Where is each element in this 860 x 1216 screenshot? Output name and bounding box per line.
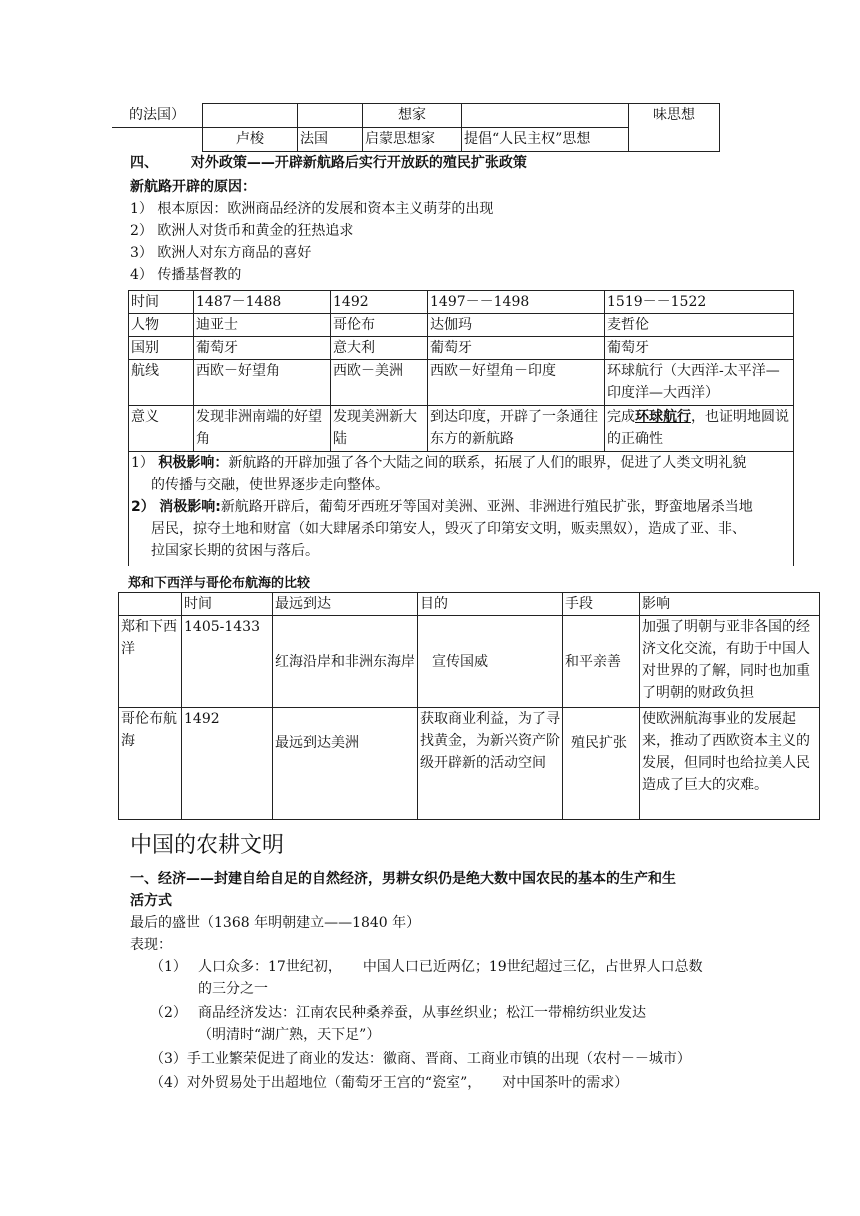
top-cell: 法国: [298, 128, 363, 152]
reason-item: 1） 根本原因：欧洲商品经济的发展和资本主义萌芽的出现: [130, 201, 494, 217]
top-table: [112, 103, 720, 152]
perf-item: [150, 1002, 770, 1046]
compare-name: 郑和下西洋: [119, 616, 182, 708]
compare-cell: 和平亲善: [563, 616, 640, 708]
voyage-cell: 1497－－1498: [428, 291, 605, 314]
voyage-cell: [605, 406, 794, 452]
reasons-title: 新航路开辟的原因：: [130, 179, 256, 195]
economy-heading: [130, 868, 770, 912]
negative-impact-cont: 居民，掠夺土地和财富（如大肆屠杀印第安人，毁灭了印第安文明，贩卖黑奴），造成了亚、非、: [151, 521, 746, 537]
perf-item: （3）手工业繁荣促进了商业的发达：徽商、晋商、工商业市镇的出现（农村－－城市）: [150, 1051, 691, 1067]
top-cell: 启蒙思想家: [363, 128, 462, 152]
voyage-cell: 麦哲伦: [605, 314, 794, 337]
voyage-cell: 西欧－好望角－印度: [428, 360, 605, 406]
compare-title: 郑和下西洋与哥伦布航海的比较: [128, 576, 311, 591]
compare-cell: 红海沿岸和非洲东海岸: [273, 616, 418, 708]
meaning-pre: 完成: [607, 409, 635, 425]
item-number: （2）: [150, 1005, 187, 1021]
top-cell: 卢梭: [203, 128, 298, 152]
compare-cell: 殖民扩张: [563, 708, 640, 820]
voyage-cell: 到达印度，开辟了一条通往东方的新航路: [428, 406, 605, 452]
voyage-cell: 1492: [331, 291, 428, 314]
reasons-list: [130, 198, 730, 290]
positive-impact-cont: 的传播与交融，使世界逐步走向整体。: [151, 477, 389, 493]
row-header: 时间: [129, 291, 194, 314]
row-header: 国别: [129, 337, 194, 360]
top-cell: [112, 128, 203, 152]
negative-impact-cont: 拉国家长期的贫困与落后。: [151, 543, 319, 559]
reason-item: 3） 欧洲人对东方商品的喜好: [130, 245, 312, 261]
compare-table: [118, 592, 820, 820]
voyage-table: [128, 290, 794, 566]
compare-header: [119, 593, 182, 616]
voyage-cell: 西欧－美洲: [331, 360, 428, 406]
top-cell: 的法国）: [112, 104, 203, 128]
top-cell: 提倡“人民主权”思想: [462, 128, 629, 152]
perf-label: 表现：: [130, 937, 172, 953]
item-number: （1）: [150, 959, 187, 975]
compare-header: 目的: [418, 593, 563, 616]
top-cell: [298, 104, 363, 128]
top-cell: [462, 104, 629, 128]
meaning-post: ，也证明地圆说的正确性: [607, 409, 789, 447]
voyage-cell: 哥伦布: [331, 314, 428, 337]
voyage-cell: 1487－1488: [194, 291, 331, 314]
compare-cell: 加强了明朝与亚非各国的经济文化交流，有助于中国人对世界的了解，同时也加重了明朝的财政负担: [640, 616, 820, 708]
voyage-cell: 发现非洲南端的好望角: [194, 406, 331, 452]
row-header: 航线: [129, 360, 194, 406]
reason-item: 2） 欧洲人对货币和黄金的狂热追求: [130, 223, 354, 239]
row-header: 人物: [129, 314, 194, 337]
top-cell: 味思想: [629, 104, 720, 152]
compare-cell: 获取商业利益，为了寻找黄金，为新兴资产阶级开辟新的活动空间: [418, 708, 563, 820]
voyage-cell: 发现美洲新大陆: [331, 406, 428, 452]
voyage-cell: 葡萄牙: [428, 337, 605, 360]
compare-cell: 使欧洲航海事业的发展起来，推动了西欧资本主义的发展，但同时也给拉美人民造成了巨大的灾难。: [640, 708, 820, 820]
section-heading: [130, 152, 527, 172]
meaning-bold: 环球航行: [635, 409, 691, 425]
compare-cell: 1492: [182, 708, 273, 820]
compare-cell: 1405-1433: [182, 616, 273, 708]
perf-item: （4）对外贸易处于出超地位（葡萄牙王宫的“瓷室”， 对中国茶叶的需求）: [150, 1075, 629, 1091]
compare-header: 影响: [640, 593, 820, 616]
top-cell: 想家: [363, 104, 462, 128]
compare-cell: 宣传国威: [418, 616, 563, 708]
heading-text: 对外政策——开辟新航路后实行开放跃的殖民扩张政策: [190, 155, 527, 171]
voyage-cell: 西欧－好望角: [194, 360, 331, 406]
heading-number: 四、: [130, 155, 158, 171]
era-line: 最后的盛世（1368 年明朝建立——1840 年）: [130, 915, 421, 931]
compare-header: 手段: [563, 593, 640, 616]
voyage-cell: 葡萄牙: [194, 337, 331, 360]
negative-impact: 2） 消极影响:新航路开辟后，葡萄牙西班牙等国对美洲、亚洲、非洲进行殖民扩张，野蛮地屠杀当地: [131, 499, 753, 515]
top-cell: [203, 104, 298, 128]
voyage-cell: 葡萄牙: [605, 337, 794, 360]
compare-cell: 最远到达美洲: [273, 708, 418, 820]
compare-header: 时间: [182, 593, 273, 616]
economy-heading-l2: 活方式: [130, 893, 172, 909]
section-title: 中国的农耕文明: [130, 833, 285, 858]
perf-item: [150, 956, 770, 1000]
voyage-cell: 意大利: [331, 337, 428, 360]
voyage-cell: 迪亚士: [194, 314, 331, 337]
voyage-cell: 达伽玛: [428, 314, 605, 337]
item-text: 人口众多：17世纪初， 中国人口已近两亿；19世纪超过三亿，占世界人口总数: [198, 959, 703, 975]
impact-cell: [129, 452, 794, 567]
voyage-cell: 1519－－1522: [605, 291, 794, 314]
item-text-cont: 的三分之一: [198, 981, 268, 997]
positive-impact: 1） 积极影响：新航路的开辟加强了各个大陆之间的联系，拓展了人们的眼界，促进了人类文明礼貌: [131, 455, 747, 471]
item-text: 商品经济发达：江南农民种桑养蚕，从事丝织业；松江一带棉纺织业发达: [198, 1005, 646, 1021]
item-text-cont: （明清时“湖广熟，天下足”）: [198, 1027, 381, 1043]
voyage-cell: 环球航行（大西洋-太平洋—印度洋—大西洋）: [605, 360, 794, 406]
economy-heading-l1: 一、经济——封建自给自足的自然经济，男耕女织仍是绝大数中国农民的基本的生产和生: [130, 871, 676, 887]
compare-name: 哥伦布航海: [119, 708, 182, 820]
row-header: 意义: [129, 406, 194, 452]
reason-item: 4） 传播基督教的: [130, 267, 242, 283]
compare-header: 最远到达: [273, 593, 418, 616]
